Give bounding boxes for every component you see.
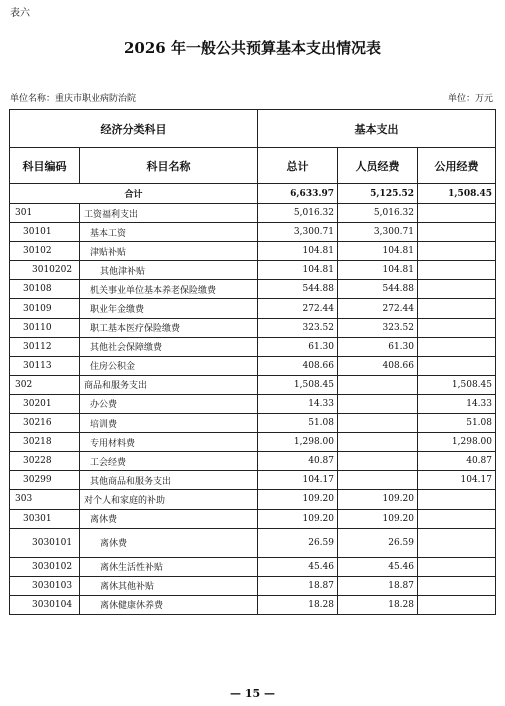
table-row [10,528,496,557]
row-personnel: 3,300.71 [338,223,418,242]
row-personnel: 45.46 [338,557,418,576]
row-code: 30301 [10,509,80,528]
currency-unit-label: 单位：万元 [447,94,493,104]
total-row [10,184,496,204]
total-label: 合计 [10,184,258,204]
row-personnel: 544.88 [338,280,418,299]
row-code: 30101 [10,223,80,242]
row-personnel: 61.30 [338,337,418,356]
row-code: 301 [10,204,80,223]
row-personnel: 18.87 [338,576,418,595]
row-public [418,528,496,557]
row-personnel: 323.52 [338,318,418,337]
row-total: 26.59 [258,528,338,557]
row-code: 30109 [10,299,80,318]
row-name: 住房公积金 [80,356,258,375]
table-row [10,356,496,375]
row-personnel [338,375,418,394]
row-public: 104.17 [418,471,496,490]
table-row [10,318,496,337]
row-name: 其他津补贴 [80,261,258,280]
header-name: 科目名称 [80,148,258,184]
table-number-label: 表六 [10,8,30,19]
row-name: 工资福利支出 [80,204,258,223]
header-total: 总计 [258,148,338,184]
row-personnel [338,394,418,413]
row-name: 离休费 [80,509,258,528]
table-row [10,261,496,280]
row-name: 专用材料费 [80,433,258,452]
page-title: 2026 年一般公共预算基本支出情况表 [124,39,381,57]
row-public: 1,298.00 [418,433,496,452]
table-row [10,471,496,490]
row-name: 离休其他补贴 [80,576,258,595]
row-public [418,490,496,509]
unit-name-label: 单位名称：重庆市职业病防治院 [10,94,137,104]
row-total: 544.88 [258,280,338,299]
row-total: 104.17 [258,471,338,490]
row-personnel: 104.81 [338,242,418,261]
row-code: 30110 [10,318,80,337]
row-code: 30108 [10,280,80,299]
row-code: 30102 [10,242,80,261]
row-total: 1,298.00 [258,433,338,452]
total-public: 1,508.45 [418,184,496,204]
table-row [10,452,496,471]
row-total: 14.33 [258,394,338,413]
row-code: 303 [10,490,80,509]
total-personnel: 5,125.52 [338,184,418,204]
page-number: — 15 — [230,687,275,700]
table-row [10,204,496,223]
total-total: 6,633.97 [258,184,338,204]
row-personnel: 5,016.32 [338,204,418,223]
row-code: 3030101 [10,528,80,557]
row-code: 30201 [10,394,80,413]
header-code: 科目编码 [10,148,80,184]
table-row [10,337,496,356]
row-code: 30218 [10,433,80,452]
row-code: 3030104 [10,595,80,614]
row-name: 离休生活性补贴 [80,557,258,576]
table-row [10,299,496,318]
row-personnel: 104.81 [338,261,418,280]
table-row [10,595,496,614]
row-total: 5,016.32 [258,204,338,223]
header-econ-class: 经济分类科目 [10,110,258,148]
row-personnel [338,471,418,490]
row-name: 离休费 [80,528,258,557]
row-name: 其他社会保障缴费 [80,337,258,356]
row-name: 职工基本医疗保险缴费 [80,318,258,337]
row-total: 323.52 [258,318,338,337]
row-public: 14.33 [418,394,496,413]
row-public [418,318,496,337]
header-public: 公用经费 [418,148,496,184]
row-name: 职业年金缴费 [80,299,258,318]
row-code: 3030102 [10,557,80,576]
row-total: 61.30 [258,337,338,356]
row-total: 51.08 [258,414,338,433]
table-row [10,414,496,433]
table-row [10,280,496,299]
row-code: 30113 [10,356,80,375]
row-total: 104.81 [258,261,338,280]
row-public [418,280,496,299]
row-public: 51.08 [418,414,496,433]
row-personnel [338,414,418,433]
row-total: 109.20 [258,490,338,509]
expenditure-table [9,109,496,615]
row-public [418,509,496,528]
row-name: 商品和服务支出 [80,375,258,394]
row-code: 3010202 [10,261,80,280]
row-code: 3030103 [10,576,80,595]
table-row [10,509,496,528]
row-code: 30216 [10,414,80,433]
row-personnel: 272.44 [338,299,418,318]
row-public [418,261,496,280]
table-row [10,490,496,509]
row-personnel: 18.28 [338,595,418,614]
table-row [10,557,496,576]
row-name: 办公费 [80,394,258,413]
row-personnel [338,433,418,452]
row-total: 109.20 [258,509,338,528]
row-code: 302 [10,375,80,394]
row-public [418,204,496,223]
table-row [10,223,496,242]
row-public [418,557,496,576]
row-total: 3,300.71 [258,223,338,242]
row-personnel: 26.59 [338,528,418,557]
row-total: 104.81 [258,242,338,261]
header-personnel: 人员经费 [338,148,418,184]
row-total: 272.44 [258,299,338,318]
row-total: 18.87 [258,576,338,595]
row-name: 其他商品和服务支出 [80,471,258,490]
row-total: 18.28 [258,595,338,614]
row-code: 30228 [10,452,80,471]
table-row [10,375,496,394]
table-row [10,394,496,413]
row-public [418,356,496,375]
row-personnel: 408.66 [338,356,418,375]
row-public: 40.87 [418,452,496,471]
row-code: 30112 [10,337,80,356]
row-name: 对个人和家庭的补助 [80,490,258,509]
row-personnel: 109.20 [338,490,418,509]
row-name: 工会经费 [80,452,258,471]
row-public [418,242,496,261]
row-code: 30299 [10,471,80,490]
row-name: 培训费 [80,414,258,433]
row-public [418,576,496,595]
row-name: 基本工资 [80,223,258,242]
row-public [418,299,496,318]
row-personnel: 109.20 [338,509,418,528]
row-total: 408.66 [258,356,338,375]
row-total: 45.46 [258,557,338,576]
table-row [10,242,496,261]
row-total: 1,508.45 [258,375,338,394]
table-row [10,576,496,595]
row-public [418,223,496,242]
row-total: 40.87 [258,452,338,471]
row-name: 离休健康休养费 [80,595,258,614]
row-name: 机关事业单位基本养老保险缴费 [80,280,258,299]
row-public: 1,508.45 [418,375,496,394]
row-public [418,595,496,614]
row-name: 津贴补贴 [80,242,258,261]
header-basic-expenditure: 基本支出 [258,110,496,148]
table-row [10,433,496,452]
row-personnel [338,452,418,471]
row-public [418,337,496,356]
